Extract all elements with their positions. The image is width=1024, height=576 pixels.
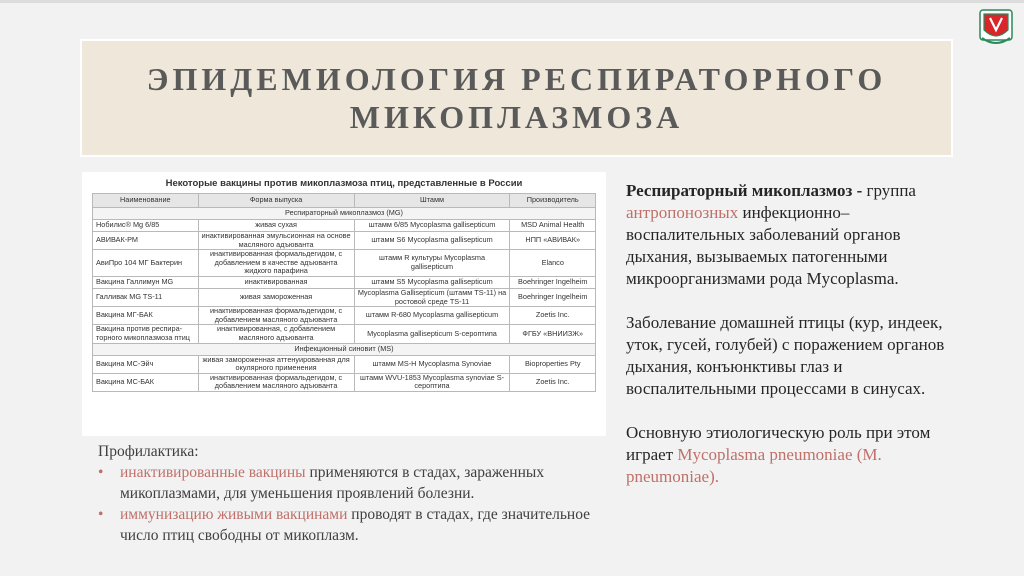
table-cell: Вакцина против респира-торного микоплазмоза птиц (93, 325, 199, 343)
table-cell: Zoetis Inc. (510, 373, 596, 391)
vaccine-table (92, 193, 596, 392)
bullet-dot-icon: • (98, 464, 104, 481)
table-cell: инактивированная (198, 276, 354, 288)
table-row (93, 307, 596, 325)
title-banner (80, 39, 953, 157)
table-cell: Вакцина МС-Эйч (93, 355, 199, 373)
table-cell: Boehringer Ingelheim (510, 276, 596, 288)
definition-text-before: группа (866, 181, 916, 200)
table-cell: инактивированная эмульсионная на основе масляного адъюванта (198, 232, 354, 250)
prophylaxis-block (98, 441, 598, 546)
prophylaxis-item-text: применяются в стадах, зараженных микоплазмами, для уменьшения проявлений болезни. (120, 464, 545, 502)
definition-term: Респираторный микоплазмоз - (626, 181, 863, 200)
table-cell: Bioproperties Pty (510, 355, 596, 373)
table-row (93, 220, 596, 232)
list-item (98, 504, 598, 546)
table-cell: инактивированная формальдегидом, с добавлением масляного адъюванта (198, 307, 354, 325)
table-row (93, 288, 596, 306)
table-cell: инактивированная формальдегидом, с добавлением в качестве адъюванта жидкого парафина (198, 250, 354, 277)
disease-paragraph: Заболевание домашней птицы (кур, индеек, уток, гусей, голубей) с поражением органов дыхания, конъюнктивы глаз и воспалительными процессами в синусах. (626, 313, 945, 398)
table-cell: штамм WVU-1853 Mycoplasma synoviae S-сероптипа (354, 373, 510, 391)
table-cell: НПП «АВИВАК» (510, 232, 596, 250)
table-header-cell: Производитель (510, 194, 596, 208)
table-header-cell: Форма выпуска (198, 194, 354, 208)
table-section-ms: Инфекционный синовит (MS) (93, 343, 596, 355)
table-cell: Zoetis Inc. (510, 307, 596, 325)
table-row (93, 250, 596, 277)
slide-title-line-2: МИКОПЛАЗМОЗА (349, 99, 684, 135)
description-text-block (626, 180, 956, 510)
table-cell: штамм R культуры Mycoplasma gallisepticum (354, 250, 510, 277)
slide-title-line-1: ЭПИДЕМИОЛОГИЯ РЕСПИРАТОРНОГО (146, 61, 887, 97)
table-cell: штамм MS-H Mycoplasma Synoviae (354, 355, 510, 373)
definition-highlight: антропонозных (626, 203, 739, 222)
prophylaxis-list (98, 462, 598, 546)
definition-paragraph (626, 180, 956, 290)
table-header-cell: Штамм (354, 194, 510, 208)
table-row (93, 355, 596, 373)
table-cell: АвиПро 104 МГ Бактерин (93, 250, 199, 277)
prophylaxis-heading: Профилактика: (98, 443, 199, 460)
table-cell: Mycoplasma Gallisepticum (штамм TS-11) на ростовой среде TS-11 (354, 288, 510, 306)
bullet-dot-icon: • (98, 506, 104, 523)
table-cell: штамм S6 Mycoplasma gallisepticum (354, 232, 510, 250)
etiology-text: Основную этиологическую роль при этом играет (626, 423, 931, 464)
table-header-cell: Наименование (93, 194, 199, 208)
table-cell: ФГБУ «ВНИИЗЖ» (510, 325, 596, 343)
prophylaxis-item-highlight: иммунизацию живыми вакцинами (120, 506, 348, 523)
table-row (93, 325, 596, 343)
table-cell: MSD Animal Health (510, 220, 596, 232)
table-cell: инактивированная формальдегидом, с добавлением масляного адъюванта (198, 373, 354, 391)
table-section-mg: Респираторный микоплазмоз (MG) (93, 208, 596, 220)
table-cell: Mycoplasma gallisepticum S-сероптипа (354, 325, 510, 343)
vaccine-table-image (82, 172, 606, 436)
table-cell: Нобилис® Mg 6/85 (93, 220, 199, 232)
table-cell: Boehringer Ingelheim (510, 288, 596, 306)
table-cell: штамм R-680 Mycoplasma gallisepticum (354, 307, 510, 325)
table-row (93, 232, 596, 250)
table-caption: Некоторые вакцины против микоплазмоза птиц, представленные в России (165, 178, 523, 189)
table-cell: штамм 6/85 Mycoplasma gallisepticum (354, 220, 510, 232)
prophylaxis-item-text: проводят в стадах, где значительное число птиц свободны от микоплазм. (120, 506, 591, 544)
table-cell: Галливак MG TS-11 (93, 288, 199, 306)
table-cell: Вакцина Галлимун MG (93, 276, 199, 288)
definition-text-after: инфекционно–воспалительных заболеваний органов дыхания, вызываемых патогенными микроорганизмами рода Mycoplasma. (626, 203, 901, 288)
table-row (93, 373, 596, 391)
list-item (98, 462, 598, 504)
table-cell: АВИВАК-РМ (93, 232, 199, 250)
table-header-row (93, 194, 596, 208)
table-cell: Вакцина МГ-БАК (93, 307, 199, 325)
table-cell: Вакцина МС-БАК (93, 373, 199, 391)
table-cell: живая замороженная (198, 288, 354, 306)
top-strip (0, 0, 1024, 3)
table-cell: живая замороженная аттенуированная для окулярного применения (198, 355, 354, 373)
table-cell: Elanco (510, 250, 596, 277)
table-cell: живая сухая (198, 220, 354, 232)
table-cell: штамм S5 Mycoplasma gallisepticum (354, 276, 510, 288)
table-cell: инактивированная, с добавлением масляного адъюванта (198, 325, 354, 343)
table-row (93, 276, 596, 288)
etiology-highlight: Mycoplasma pneumoniae (M. pneumoniae). (626, 445, 882, 486)
prophylaxis-item-highlight: инактивированные вакцины (120, 464, 306, 481)
university-crest-icon (978, 8, 1014, 48)
etiology-paragraph (626, 422, 956, 488)
